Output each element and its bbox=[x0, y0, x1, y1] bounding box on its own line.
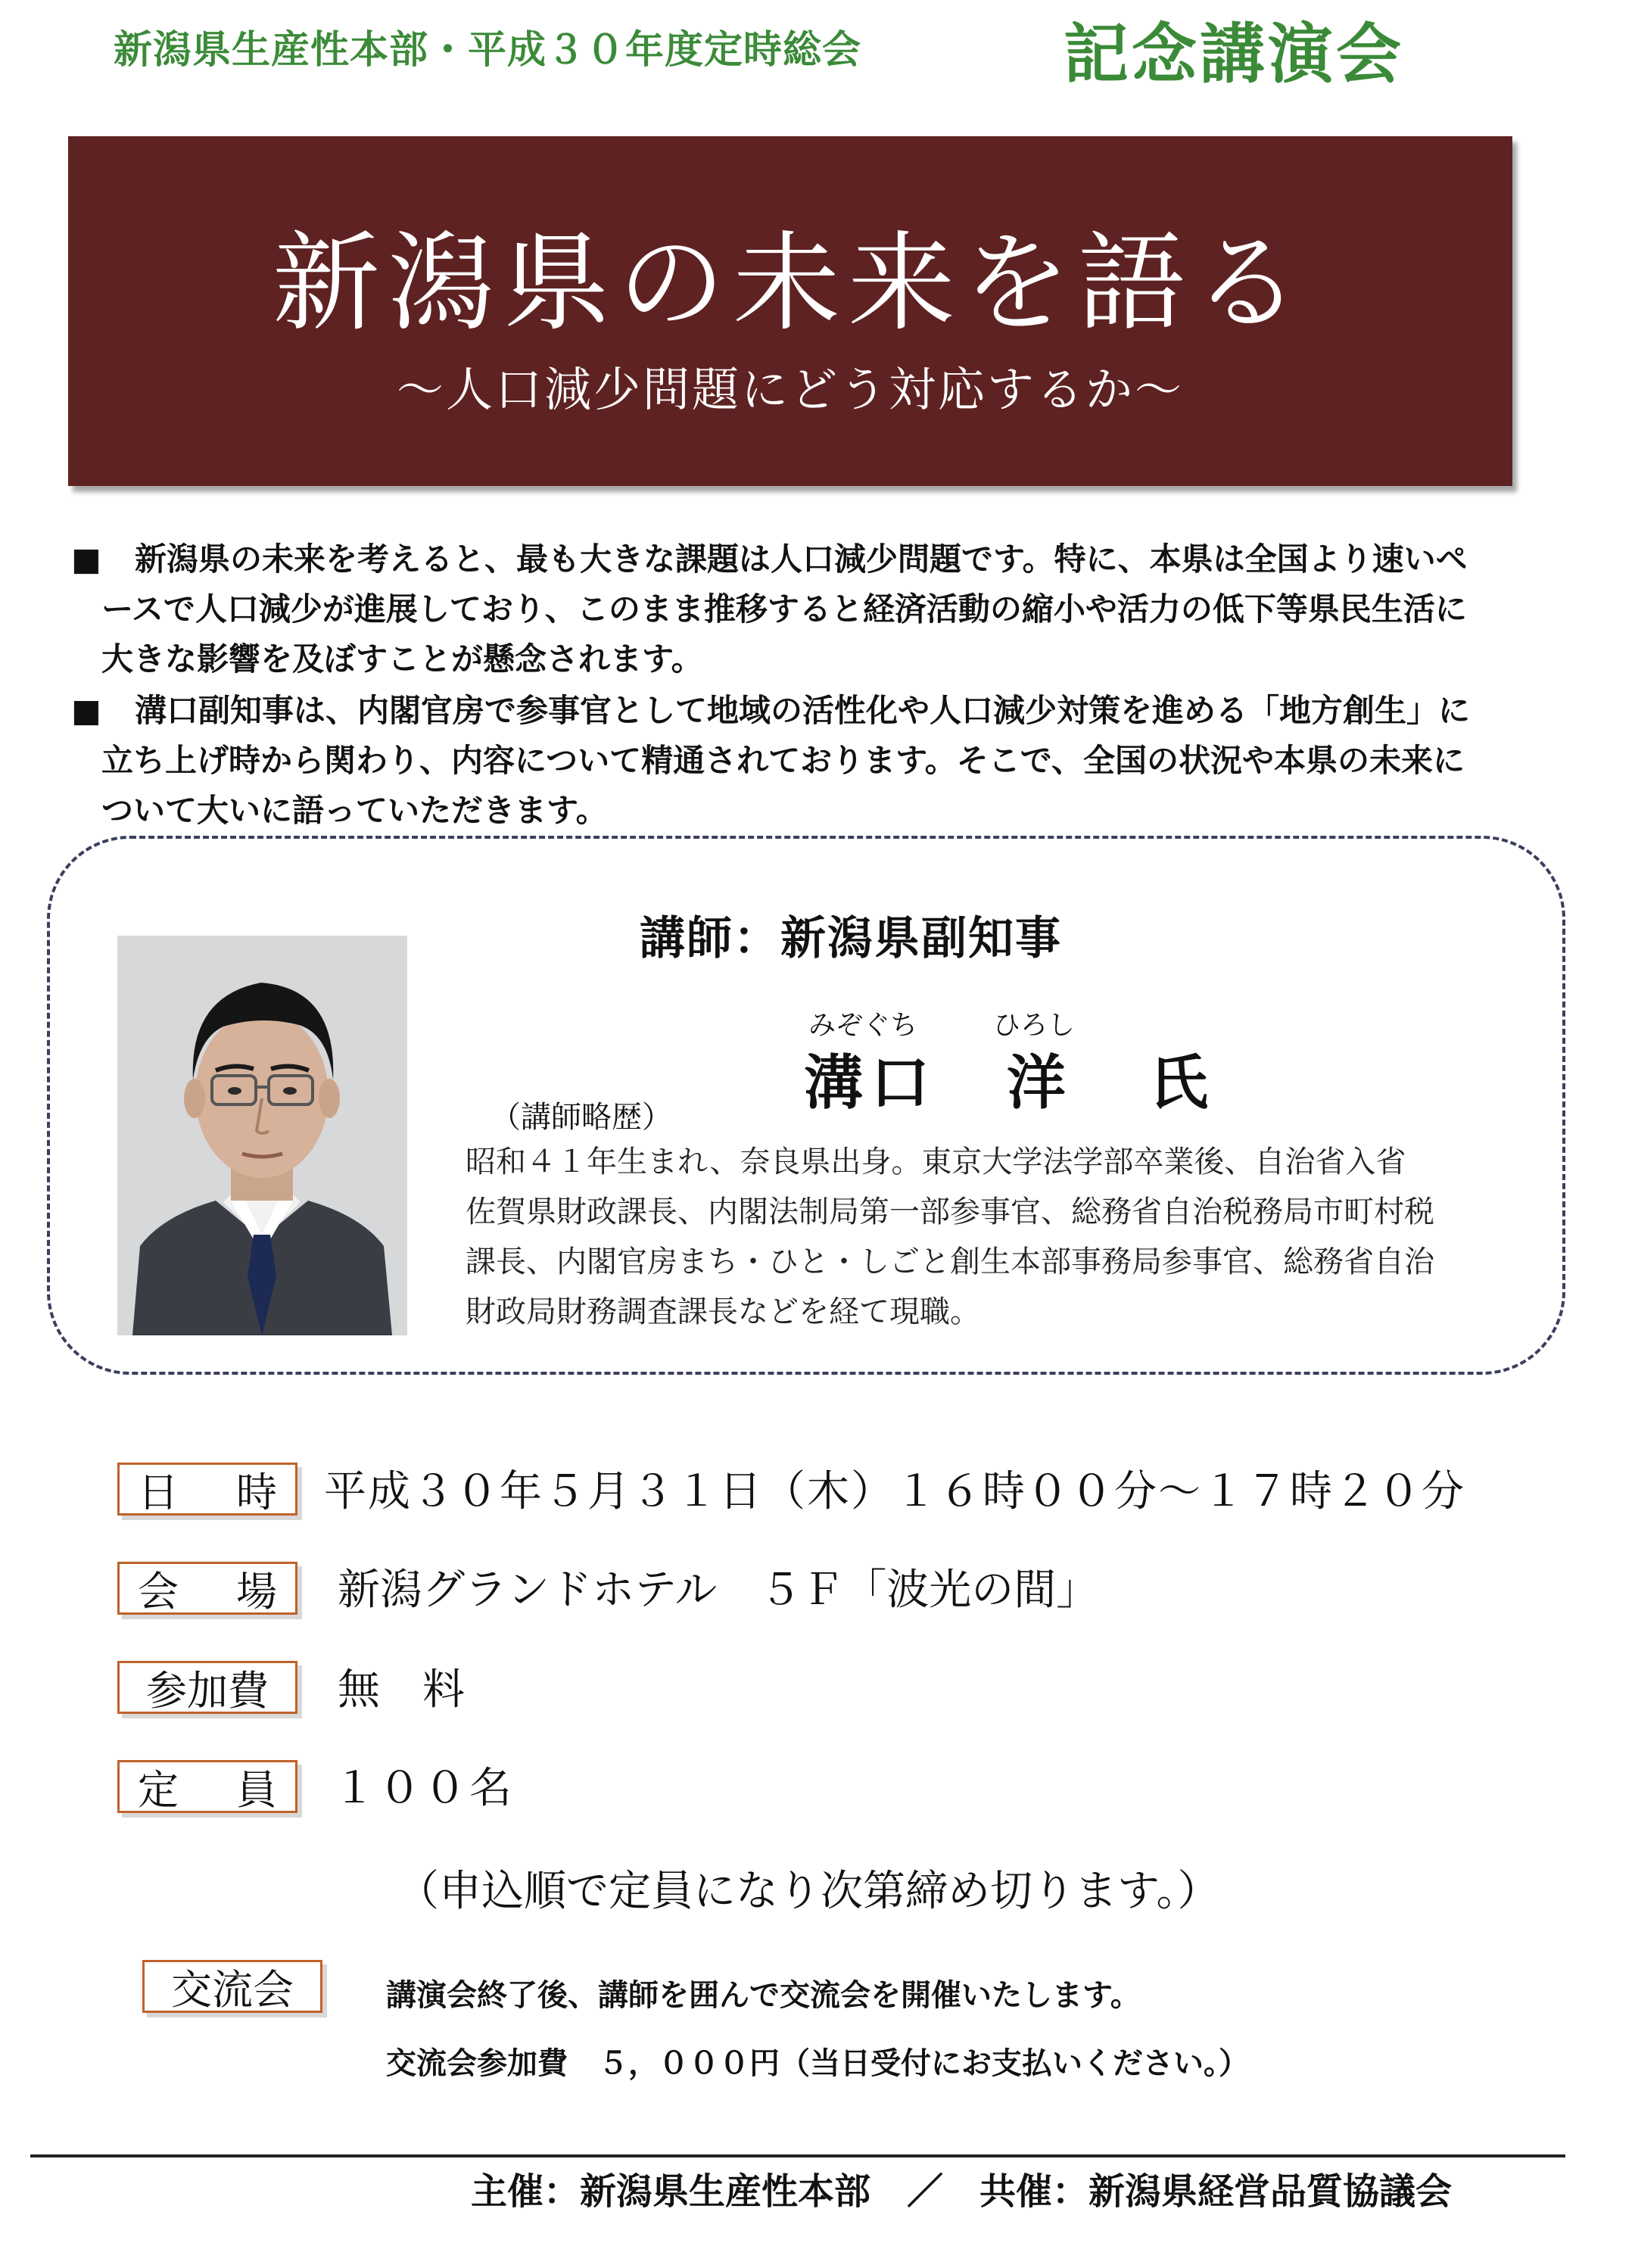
bio-line: 昭和４１年生まれ、奈良県出身。東京大学法学部卒業後、自治省入省 bbox=[466, 1145, 1406, 1179]
event-datetime: 平成３０年５月３１日（木）１６時００分～１７時２０分 bbox=[324, 1467, 1465, 1516]
intro-line: ついて大いに語っていただきます。 bbox=[101, 792, 608, 829]
venue-label-char: 場 bbox=[236, 1567, 277, 1615]
social-fee: 交流会参加費 ５，０００円（当日受付にお支払いください。） bbox=[386, 2045, 1249, 2081]
title-banner bbox=[68, 136, 1512, 486]
bio-line: 佐賀県財政課長、内閣法制局第一部参事官、総務省自治税務局市町村税 bbox=[466, 1195, 1434, 1229]
speaker-given-name: 洋 bbox=[1007, 1048, 1067, 1117]
capacity-label-char: 員 bbox=[236, 1765, 277, 1814]
speaker-given-name-reading: ひろし bbox=[993, 1010, 1076, 1041]
speaker-honorific: 氏 bbox=[1149, 1048, 1209, 1117]
intro-line: ースで人口減少が進展しており、このまま推移すると経済活動の縮小や活力の低下等県民生活に bbox=[101, 590, 1467, 628]
fee-label-text: 参加費 bbox=[146, 1666, 269, 1715]
capacity-label-char: 定 bbox=[138, 1765, 179, 1814]
event-type-heading: 記念講演会 bbox=[1064, 17, 1404, 92]
social-description: 講演会終了後、講師を囲んで交流会を開催いたします。 bbox=[386, 1977, 1141, 2013]
speaker-photo bbox=[117, 936, 407, 1335]
speaker-bio bbox=[466, 1137, 1556, 1337]
social-label bbox=[142, 1960, 322, 2013]
datetime-label-char: 日 bbox=[138, 1468, 179, 1516]
organizers-footer: 主催：新潟県生産性本部 ／ 共催：新潟県経営品質協議会 bbox=[471, 2170, 1453, 2213]
bio-line: 課長、内閣官房まち・ひと・しごと創生本部事務局参事官、総務省自治 bbox=[466, 1245, 1434, 1279]
square-bullet-icon: ■ bbox=[71, 692, 101, 729]
event-venue: 新潟グランドホテル ５Ｆ「波光の間」 bbox=[338, 1565, 1099, 1615]
bio-label: （講師略歴） bbox=[490, 1100, 672, 1135]
intro-paragraph-2 bbox=[71, 686, 1547, 836]
event-fee: 無 料 bbox=[338, 1665, 465, 1715]
intro-line: 立ち上げ時から関わり、内容について精通されております。そこで、全国の状況や本県の未来に bbox=[101, 742, 1465, 779]
intro-line: 新潟県の未来を考えると、最も大きな課題は人口減少問題です。特に、本県は全国より速いペ bbox=[135, 541, 1468, 578]
fee-label bbox=[117, 1661, 297, 1714]
meeting-header: 新潟県生産性本部・平成３０年度定時総会 bbox=[114, 28, 862, 73]
event-capacity: １００名 bbox=[333, 1764, 515, 1813]
capacity-note: （申込順で定員になり次第締め切ります。） bbox=[397, 1867, 1220, 1916]
venue-label-char: 会 bbox=[138, 1567, 179, 1615]
lecture-title: 新潟県の未来を語る bbox=[272, 221, 1308, 346]
speaker-family-name: 溝口 bbox=[804, 1048, 938, 1117]
intro-line: 溝口副知事は、内閣官房で参事官として地域の活性化や人口減少対策を進める「地方創生」に bbox=[135, 692, 1471, 729]
datetime-label bbox=[117, 1463, 297, 1516]
datetime-label-char: 時 bbox=[236, 1468, 277, 1516]
bio-line: 財政局財務調査課長などを経て現職。 bbox=[466, 1294, 980, 1329]
venue-label bbox=[117, 1562, 297, 1615]
social-label-text: 交流会 bbox=[171, 1965, 294, 2014]
footer-divider bbox=[30, 2154, 1565, 2157]
square-bullet-icon: ■ bbox=[71, 541, 101, 578]
speaker-family-name-reading: みぞぐち bbox=[808, 1010, 918, 1041]
speaker-role: 講師：新潟県副知事 bbox=[640, 912, 1062, 965]
speaker-portrait-icon bbox=[117, 936, 407, 1335]
intro-line: 大きな影響を及ぼすことが懸念されます。 bbox=[101, 640, 703, 678]
lecture-subtitle: ～人口減少問題にどう対応するか～ bbox=[396, 362, 1184, 417]
capacity-label bbox=[117, 1760, 297, 1813]
intro-paragraph-1 bbox=[71, 534, 1547, 684]
